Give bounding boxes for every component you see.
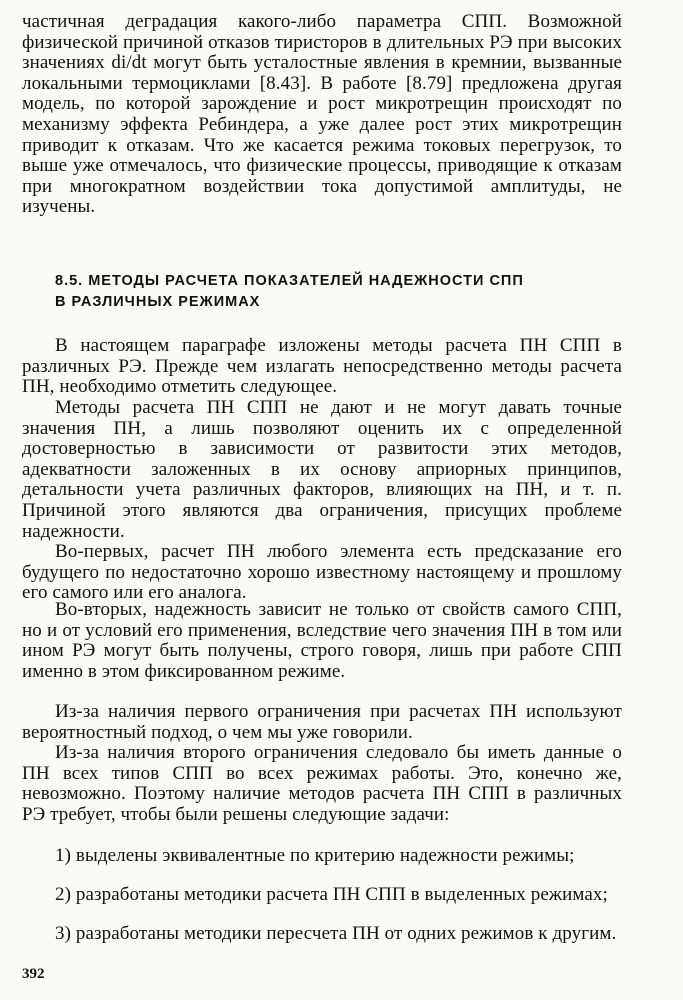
paragraph-1: В настоящем параграфе изложены методы расчета ПН СПП в различных РЭ. Прежде чем излагать непосредственно методы расчета ПН, необходимо отметить следующее. [22, 335, 622, 398]
paragraph-5: Из-за наличия первого ограничения при расчетах ПН используют вероятностный подход, о чем мы уже говорили. [22, 701, 622, 743]
list-item-3: 3) разработаны методики пересчета ПН от одних режимов к другим. [55, 923, 617, 944]
list-item-1: 1) выделены эквивалентные по критерию надежности режимы; [55, 845, 575, 866]
paragraph-6: Из-за наличия второго ограничения следовало бы иметь данные о ПН всех типов СПП во всех режимах работы. Это, конечно же, невозможно. Поэтому наличие методов расчета ПН СПП в различных РЭ требует, чтобы были решены следующие задачи: [22, 742, 622, 825]
intro-paragraph: частичная деградация какого-либо параметра СПП. Возможной физической причиной отказов тиристоров в длительных РЭ при высоких значениях di/dt могут быть усталостные явления в кремнии, вызванные локальными термоциклами [8.43]. В работе [8.79] предложена другая модель, по которой зарождение и рост микротрещин происходят по механизму эффекта Ребиндера, а уже далее рост этих микротрещин приводит к отказам. Что же касается режима токовых перегрузок, то выше уже отмечалось, что физические процессы, приводящие к отказам при многократном воздействии тока допустимой амплитуды, не изучены. [22, 11, 622, 218]
section-heading-line2: В РАЗЛИЧНЫХ РЕЖИМАХ [55, 294, 261, 310]
section-heading-line1: 8.5. МЕТОДЫ РАСЧЕТА ПОКАЗАТЕЛЕЙ НАДЕЖНОСТИ СПП [55, 273, 524, 289]
paragraph-2: Методы расчета ПН СПП не дают и не могут давать точные значения ПН, а лишь позволяют оценить их с определенной достоверностью в зависимости от развитости этих методов, адекватности заложенных в их основу априорных принципов, детальности учета различных факторов, влияющих на ПН, и т. п. Причиной этого являются два ограничения, присущих проблеме надежности. [22, 397, 622, 542]
page-number: 392 [22, 966, 45, 982]
section-heading [55, 271, 635, 313]
paragraph-4: Во-вторых, надежность зависит не только от свойств самого СПП, но и от условий его применения, вследствие чего значения ПН в том или ином РЭ могут быть получены, строго говоря, лишь при работе СПП именно в этом фиксированном режиме. [22, 599, 622, 682]
list-item-2: 2) разработаны методики расчета ПН СПП в выделенных режимах; [55, 884, 608, 905]
paragraph-3: Во-первых, расчет ПН любого элемента есть предсказание его будущего по недостаточно хорошо известному настоящему и прошлому его самого или его аналога. [22, 541, 622, 604]
